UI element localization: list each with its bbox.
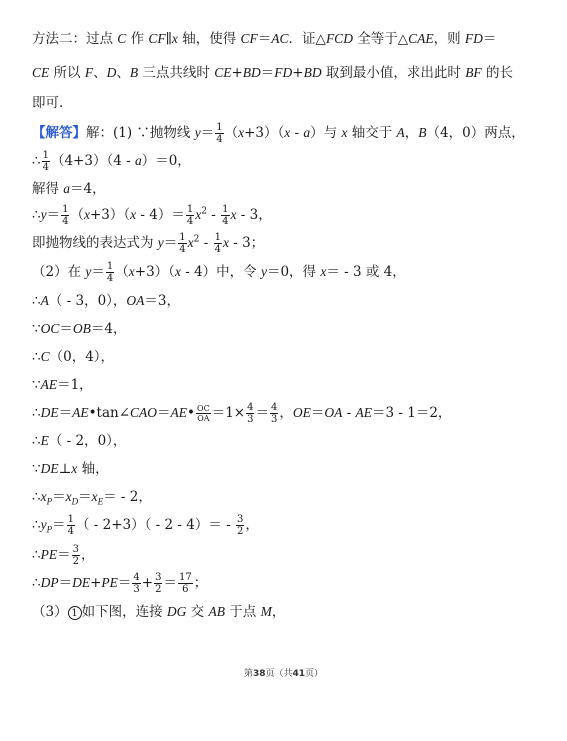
text-line: 解得 a＝4，: [32, 181, 106, 197]
text-line: ∴A（ - 3，0），OA＝3，: [32, 293, 181, 309]
text-line: ∴y＝ $\frac{1}{4}$ （x+3）（x - 4）＝ $\frac{1}{4}$ $x^2$ - $\frac{1}{4}$ x - 3，: [32, 204, 272, 227]
text-line: ∵OC＝OB＝4，: [32, 321, 127, 337]
text-line: 即可．: [32, 95, 73, 111]
text-line: $\therefore x_P=x_D=x_E= - 2$，: [32, 489, 152, 507]
text-line: ∴C（0，4），: [32, 349, 115, 365]
text-line: ∴DP＝DE+PE＝ $\frac{4}{3}$ + $\frac{3}{2}$ ＝ $\frac{17}{6}$ ；: [32, 572, 208, 595]
text-line: 【解答】解：(1) ∵抛物线 y＝ $\frac{1}{4}$ （x+3）（x - a）与 x 轴交于 A，B（4，0）两点，: [32, 122, 525, 145]
total-pages: 41: [292, 669, 306, 679]
text-line: ∴ $\frac{1}{4}$ （4+3）（4 - a）＝0，: [32, 150, 191, 173]
text-line: ∴E（ - 2，0），: [32, 433, 127, 449]
text-line: CE 所以 F、D、B 三点共线时 CE+BD＝FD+BD 取到最小值，求出此时 BF 的长: [32, 65, 513, 81]
page-footer: 第38页（共41页）: [243, 669, 324, 679]
text-line: ∵AE＝1，: [32, 377, 93, 393]
text-line: （2）在 y＝ $\frac{1}{4}$ （x+3）（x - 4）中，令 y＝0，得 x＝ - 3 或 4，: [32, 261, 406, 284]
page-number: 38: [252, 669, 266, 679]
text-line: ∴DE＝AE•tan∠CAO＝AE• $\frac{OC}{OA}$ ＝1× $\frac{4}{3}$ ＝ $\frac{4}{3}$ ，OE＝OA - AE＝3 - 1＝2，: [32, 402, 452, 425]
text-line: （3） 1 如下图，连接 DG 交 AB 于点 M，: [32, 604, 286, 620]
text-line: $\therefore y_P=$ $\frac{1}{4}$ （ - 2+3）（ - 2 - 4）＝ - $\frac{3}{2}$ ，: [32, 514, 259, 537]
circled-number: 1: [68, 606, 82, 620]
text-line: ∴PE＝ $\frac{3}{2}$ ，: [32, 544, 95, 567]
text-line: ∵DE⊥x 轴，: [32, 461, 109, 477]
text-line: 即抛物线的表达式为 y＝ $\frac{1}{4}$ $x^2$ - $\frac{1}{4}$ x - 3；: [32, 232, 265, 255]
text-line: 方法二：过点 C 作 CF∥x 轴，使得 CF＝AC．证△FCD 全等于△CAE，则 FD＝: [32, 31, 497, 47]
answer-tag: 【解答】: [32, 125, 86, 141]
